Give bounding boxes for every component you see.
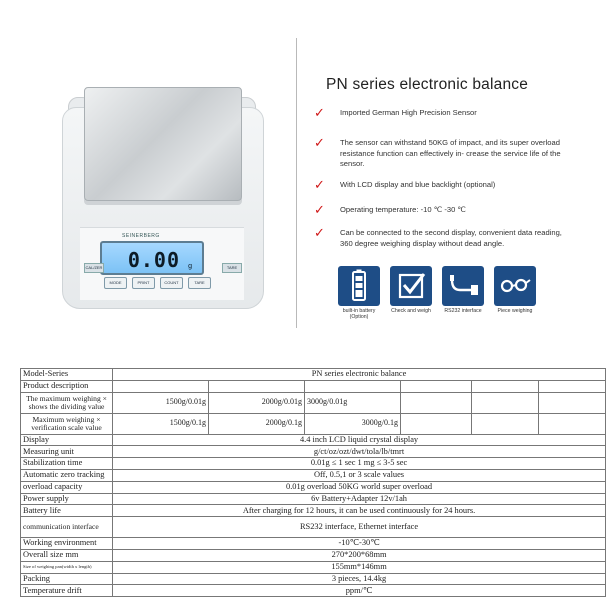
capacity-cell: 2000g/0.01g <box>209 392 305 413</box>
row-label: Packing <box>21 573 113 585</box>
table-row <box>21 413 606 434</box>
row-value: 6v Battery+Adapter 12v/1ah <box>113 493 606 505</box>
row-value: g/ct/oz/ozt/dwt/tola/lb/tmrt <box>113 446 606 458</box>
piece-weighing-caption: Piece weighing <box>497 308 533 314</box>
row-value: 270*200*68mm <box>113 549 606 561</box>
feature-text: Can be connected to the second display, convenient data reading, 360 degree weighing display without dead angle. <box>340 228 562 248</box>
row-value: 3 pieces, 14.4kg <box>113 573 606 585</box>
table-row <box>21 446 606 458</box>
count-button[interactable]: COUNT <box>160 277 183 289</box>
checkmark-icon: ✓ <box>314 226 325 241</box>
row-label: Model-Series <box>21 369 113 381</box>
checkweigh-icon <box>390 266 432 306</box>
feature-text: Imported German High Precision Sensor <box>340 108 477 117</box>
row-value: RS232 interface, Ethernet interface <box>113 517 606 538</box>
table-row <box>21 505 606 517</box>
table-row <box>21 481 606 493</box>
balance-illustration <box>62 85 262 310</box>
row-label: overload capacity <box>21 481 113 493</box>
table-row <box>21 517 606 538</box>
spec-table <box>20 368 606 597</box>
row-value: After charging for 12 hours, it can be used continuously for 24 hours. <box>113 505 606 517</box>
row-value: -10℃-30℃ <box>113 538 606 550</box>
capacity-cell: 3000g/0.1g <box>305 413 401 434</box>
feature-text: With LCD display and blue backlight (optional) <box>340 180 496 189</box>
table-row <box>21 585 606 597</box>
row-label: Measuring unit <box>21 446 113 458</box>
empty-cell <box>472 392 539 413</box>
vertical-divider <box>296 38 297 328</box>
checkmark-icon: ✓ <box>314 178 325 193</box>
empty-cell <box>401 413 472 434</box>
print-button[interactable]: PRINT <box>132 277 155 289</box>
row-value: 0.01g ≤ 1 sec 1 mg ≤ 3-5 sec <box>113 458 606 470</box>
row-label: Working environment <box>21 538 113 550</box>
page-title: PN series electronic balance <box>326 76 529 93</box>
checkmark-icon: ✓ <box>314 203 325 218</box>
table-row <box>21 549 606 561</box>
table-row <box>21 573 606 585</box>
checkmark-icon: ✓ <box>314 136 325 151</box>
rs232-icon <box>442 266 484 306</box>
empty-cell <box>401 392 472 413</box>
row-label: Maximum weighing × verification scale value <box>21 413 113 434</box>
table-row <box>21 380 606 392</box>
model-value: PN series electronic balance <box>113 369 606 381</box>
cal-zero-key[interactable]: CAL/ZER <box>84 263 104 273</box>
feature-text: The sensor can withstand 50KG of impact, and its super overload resistance function can effectively in- crease the service life of the sensor. <box>340 138 561 169</box>
row-label: Battery life <box>21 505 113 517</box>
capacity-cell: 1500g/0.01g <box>113 392 209 413</box>
feature-text: Operating temperature: -10 ℃ -30 ℃ <box>340 205 466 214</box>
rs232-feature <box>442 266 486 314</box>
table-row <box>21 561 606 573</box>
row-label: Stabilization time <box>21 458 113 470</box>
checkweigh-caption: Check and weigh <box>391 308 431 314</box>
row-label: Product description <box>21 380 113 392</box>
piece-weighing-feature <box>494 266 538 314</box>
row-value: 0.01g overload 50KG world super overload <box>113 481 606 493</box>
row-value: ppm/℃ <box>113 585 606 597</box>
table-row <box>21 458 606 470</box>
empty-cell <box>472 413 539 434</box>
lcd-unit: g <box>188 263 192 270</box>
row-label: Display <box>21 434 113 446</box>
table-row <box>21 469 606 481</box>
battery-icon <box>338 266 380 306</box>
table-row <box>21 538 606 550</box>
table-row <box>21 434 606 446</box>
capacity-cell: 1500g/0.1g <box>113 413 209 434</box>
row-label: communication interface <box>21 517 113 538</box>
empty-cell <box>113 380 209 392</box>
row-value: 155mm*146mm <box>113 561 606 573</box>
brand-label: SEINERBERG <box>122 233 160 239</box>
piece-weighing-icon <box>494 266 536 306</box>
row-label: Temperature drift <box>21 585 113 597</box>
lcd-reading: 0.00 <box>127 248 180 272</box>
row-label: The maximum weighing × shows the dividing value <box>21 392 113 413</box>
empty-cell <box>539 392 606 413</box>
checkmark-icon: ✓ <box>314 106 325 121</box>
tare-side-key[interactable]: TARE <box>222 263 242 273</box>
keypad <box>104 277 224 289</box>
empty-cell <box>539 380 606 392</box>
table-row <box>21 493 606 505</box>
table-row <box>21 369 606 381</box>
capacity-cell: 3000g/0.01g <box>305 392 401 413</box>
empty-cell <box>401 380 472 392</box>
tare-button[interactable]: TARE <box>188 277 211 289</box>
row-label: Overall size mm <box>21 549 113 561</box>
battery-feature <box>338 266 382 320</box>
empty-cell <box>305 380 401 392</box>
battery-caption: built-in battery (Option) <box>342 308 376 320</box>
rs232-caption: RS232 interface <box>444 308 482 314</box>
row-value: 4.4 inch LCD liquid crystal display <box>113 434 606 446</box>
capacity-cell: 2000g/0.1g <box>209 413 305 434</box>
table-row <box>21 392 606 413</box>
row-label: Size of weighing pan(width x length) <box>21 561 113 573</box>
empty-cell <box>472 380 539 392</box>
row-value: Off, 0.5,1 or 3 scale values <box>113 469 606 481</box>
empty-cell <box>209 380 305 392</box>
checkweigh-feature <box>390 266 434 314</box>
weighing-pan <box>84 87 242 201</box>
mode-button[interactable]: MODE <box>104 277 127 289</box>
row-label: Automatic zero tracking <box>21 469 113 481</box>
row-label: Power supply <box>21 493 113 505</box>
empty-cell <box>539 413 606 434</box>
lcd-display <box>100 241 204 275</box>
